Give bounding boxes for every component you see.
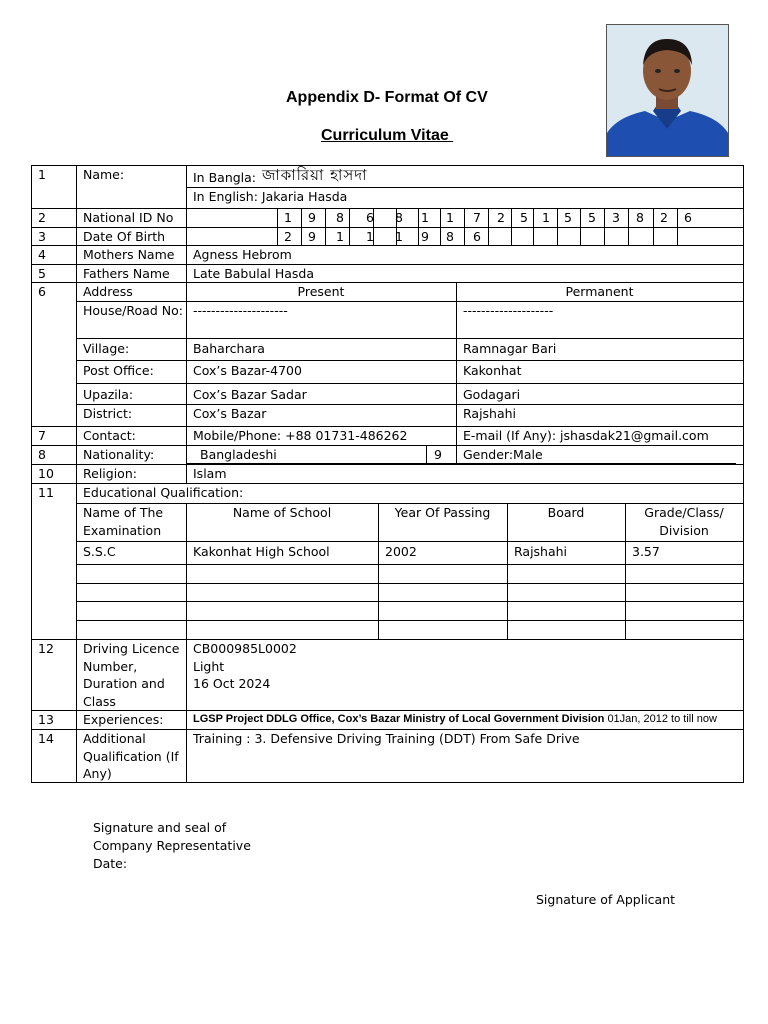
district-label: District: [83, 406, 133, 421]
district-present-value: Cox’s Bazar [193, 406, 267, 421]
religion-label: Religion: [83, 466, 137, 481]
edu-board-value: Rajshahi [514, 544, 568, 559]
post-office-permanent-value: Kakonhat [463, 363, 522, 378]
edu-header-exam: Name of The Examination [83, 505, 164, 538]
nid-digit: 6 [684, 210, 692, 225]
nid-digit: 1 [446, 210, 454, 225]
upazila-present-value: Cox’s Bazar Sadar [193, 387, 307, 402]
address-label: Address [83, 284, 133, 299]
edu-school-value: Kakonhat High School [193, 544, 330, 559]
experience-period: 01Jan, 2012 to till now [607, 713, 717, 725]
nid-digit: 5 [588, 210, 596, 225]
house-road-label: House/Road No: [83, 303, 183, 318]
nationality-value: Bangladeshi [200, 447, 277, 462]
edu-header-board: Board [547, 505, 585, 520]
post-office-present-value: Cox’s Bazar-4700 [193, 363, 302, 378]
house-permanent-value: -------------------- [463, 303, 554, 318]
dob-digit: 1 [366, 229, 374, 244]
edu-header-grade: Grade/Class/ Division [644, 505, 724, 538]
education-label: Educational Qualification: [83, 485, 244, 500]
driving-licence-label: Driving Licence Number, Duration and Class [83, 641, 180, 709]
mothers-name-value: Agness Hebrom [193, 247, 292, 262]
row-number: 5 [38, 266, 46, 281]
english-name: In English: Jakaria Hasda [193, 189, 348, 204]
upazila-permanent-value: Godagari [463, 387, 521, 402]
nid-digit: 2 [660, 210, 668, 225]
post-office-label: Post Office: [83, 363, 154, 378]
row-number: 2 [38, 210, 46, 225]
mothers-name-label: Mothers Name [83, 247, 175, 262]
phone-value: Mobile/Phone: +88 01731-486262 [193, 428, 408, 443]
nid-digit: 2 [497, 210, 505, 225]
licence-number: CB000985L0002 [193, 641, 297, 656]
nid-digit: 1 [421, 210, 429, 225]
edu-exam-value: S.S.C [83, 544, 116, 559]
house-present-value: --------------------- [193, 303, 288, 318]
nid-digit: 5 [520, 210, 528, 225]
dob-digit: 8 [446, 229, 454, 244]
gender-value: Gender:Male [463, 447, 543, 462]
dob-label: Date Of Birth [83, 229, 166, 244]
village-label: Village: [83, 341, 130, 356]
nid-digit: 1 [284, 210, 292, 225]
upazila-label: Upazila: [83, 387, 134, 402]
email-value: E-mail (If Any): jshasdak21@gmail.com [463, 428, 709, 443]
nid-digit: 1 [542, 210, 550, 225]
nid-label: National ID No [83, 210, 174, 225]
religion-value: Islam [193, 466, 227, 481]
bangla-name: জাকারিয়া হাসদা [262, 166, 368, 184]
licence-class: Light [193, 659, 225, 674]
edu-header-school: Name of School [232, 505, 332, 520]
row-number: 14 [38, 731, 54, 746]
nid-digit: 3 [612, 210, 620, 225]
row-number: 6 [38, 284, 46, 299]
applicant-photo [606, 24, 729, 157]
fathers-name-value: Late Babulal Hasda [193, 266, 315, 281]
row-number: 3 [38, 229, 46, 244]
company-signature-line2: Company Representative [93, 838, 251, 853]
nid-digit: 7 [473, 210, 481, 225]
edu-header-year: Year Of Passing [394, 505, 491, 520]
experiences-value [193, 711, 717, 729]
experience-org: LGSP Project DDLG Office, Cox’s Bazar Ministry of Local Government Division [193, 713, 608, 725]
applicant-signature: Signature of Applicant [536, 892, 676, 907]
row-number: 7 [38, 428, 46, 443]
present-header: Present [297, 284, 345, 299]
row-number: 11 [38, 485, 54, 500]
company-signature-line1: Signature and seal of [93, 820, 227, 835]
fathers-name-label: Fathers Name [83, 266, 170, 281]
row-number: 4 [38, 247, 46, 262]
row-number: 8 [38, 447, 46, 462]
dob-digit: 1 [336, 229, 344, 244]
nid-digit: 5 [564, 210, 572, 225]
appendix-title: Appendix D- Format Of CV [286, 89, 488, 106]
dob-digit: 9 [308, 229, 316, 244]
additional-qualification-value: Training : 3. Defensive Driving Training (DDT) From Safe Drive [193, 731, 580, 746]
row-number: 1 [38, 167, 46, 182]
dob-digit: 6 [473, 229, 481, 244]
nid-digit: 8 [636, 210, 644, 225]
cv-title: Curriculum Vitae [321, 127, 454, 144]
row-number: 13 [38, 712, 54, 727]
district-permanent-value: Rajshahi [463, 406, 517, 421]
nid-digit: 6 [366, 210, 374, 225]
additional-qualification-label: Additional Qualification (If Any) [83, 731, 179, 781]
dob-digit: 2 [284, 229, 292, 244]
experiences-label: Experiences: [83, 712, 164, 727]
date-label: Date: [93, 856, 128, 871]
name-label: Name: [83, 167, 125, 182]
nid-digit: 8 [336, 210, 344, 225]
nid-digit: 9 [308, 210, 316, 225]
dob-digit: 9 [421, 229, 429, 244]
village-present-value: Baharchara [193, 341, 265, 356]
dob-digit: 1 [395, 229, 403, 244]
nationality-label: Nationality: [83, 447, 155, 462]
bangla-label: In Bangla: [193, 170, 257, 185]
licence-date: 16 Oct 2024 [193, 676, 271, 691]
row-number: 9 [434, 447, 442, 462]
row-number: 10 [38, 466, 54, 481]
village-permanent-value: Ramnagar Bari [463, 341, 557, 356]
row-number: 12 [38, 641, 54, 656]
contact-label: Contact: [83, 428, 136, 443]
permanent-header: Permanent [565, 284, 634, 299]
nid-digit: 8 [395, 210, 403, 225]
edu-year-value: 2002 [385, 544, 417, 559]
edu-grade-value: 3.57 [632, 544, 660, 559]
